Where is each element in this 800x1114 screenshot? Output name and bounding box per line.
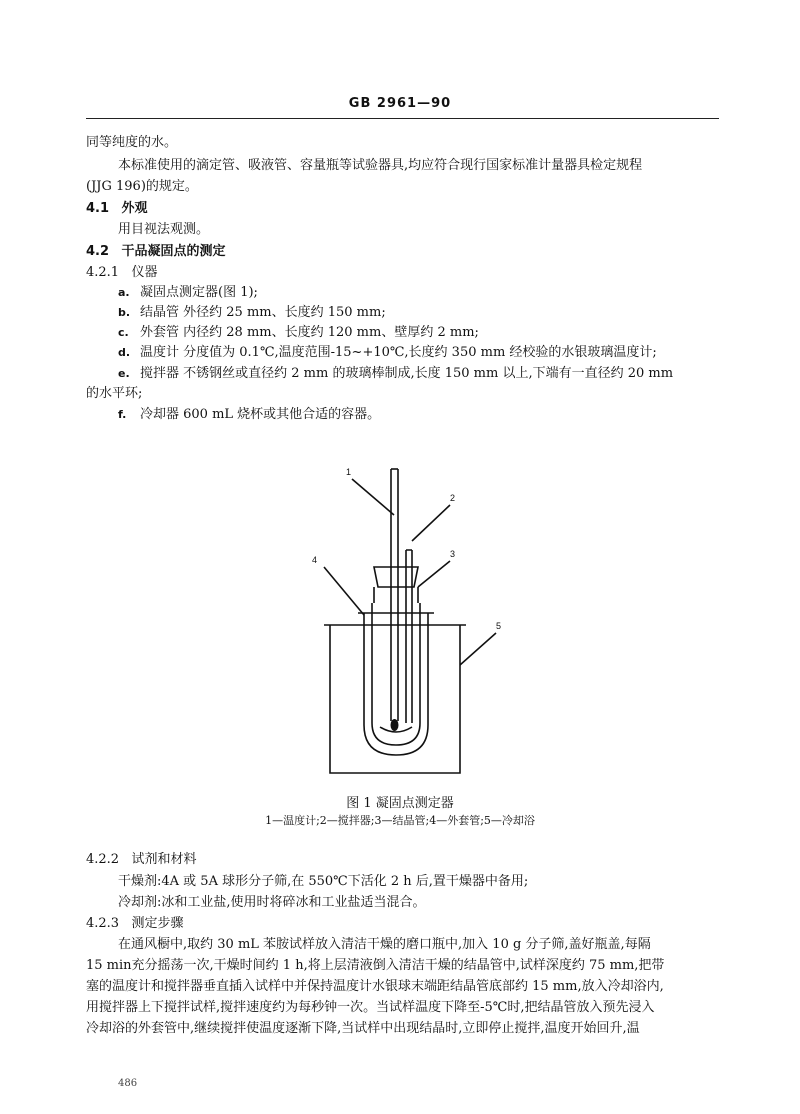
stirrer-rod [406, 550, 412, 723]
reagent-line-1: 干燥剂:4A 或 5A 球形分子筛,在 550℃下活化 2 h 后,置干燥器中备用; [118, 874, 529, 889]
page-number: 486 [118, 1078, 138, 1089]
standard-code-header: GB 2961—90 [348, 96, 452, 111]
section-number: 4.2.3 [86, 916, 120, 931]
list-item [118, 364, 673, 384]
list-item-text: 凝固点测定器(图 1); [140, 285, 258, 300]
paragraph-equipment-cont: (JJG 196)的规定。 [86, 179, 198, 194]
list-item-label: b. [118, 306, 131, 319]
list-item-label: f. [118, 408, 127, 421]
figure-caption: 图 1 凝固点测定器 [346, 796, 454, 811]
section-title: 干品凝固点的测定 [121, 244, 226, 259]
section-4-2-1-heading [86, 263, 158, 283]
section-4-2-heading [86, 242, 225, 262]
freezing-point-apparatus-figure [300, 455, 510, 785]
list-item-label: d. [118, 346, 131, 359]
section-number: 4.2.1 [86, 265, 120, 280]
procedure-line: 在通风橱中,取约 30 mL 苯胺试样放入清洁干燥的磨口瓶中,加入 10 g 分子筛,盖好瓶盖,每隔 [118, 937, 651, 952]
list-item-text: 结晶管 外径约 25 mm、长度约 150 mm; [140, 305, 386, 320]
callout-2: 2 [450, 493, 456, 503]
list-item [118, 283, 258, 303]
callout-4: 4 [312, 555, 318, 565]
section-title: 外观 [121, 201, 148, 216]
reagent-line-2: 冷却剂:冰和工业盐,使用时将碎冰和工业盐适当混合。 [118, 895, 426, 910]
list-item-label: a. [118, 286, 130, 299]
section-4-1-heading [86, 199, 147, 219]
section-number: 4.2 [86, 244, 110, 259]
list-item-text: 温度计 分度值为 0.1℃,温度范围-15~+10℃,长度约 350 mm 经校验的水银玻璃温度计; [140, 345, 657, 360]
list-item [118, 343, 657, 363]
procedure-line: 塞的温度计和搅拌器垂直插入试样中并保持温度计水银球末端距结晶管底部约 15 mm,放入冷却浴内, [86, 979, 664, 994]
section-title: 试剂和材料 [131, 852, 197, 867]
section-title: 测定步骤 [131, 916, 184, 931]
section-4-2-2-heading [86, 850, 197, 870]
procedure-line: 冷却浴的外套管中,继续搅拌使温度逐渐下降,当试样中出现结晶时,立即停止搅拌,温度开始回升,温 [86, 1021, 640, 1036]
list-item-text: 搅拌器 不锈钢丝或直径约 2 mm 的玻璃棒制成,长度 150 mm 以上,下端有一直径约 20 mm [140, 366, 674, 381]
callout-1: 1 [346, 467, 352, 477]
list-item-label: e. [118, 367, 130, 380]
callout-3: 3 [450, 549, 456, 559]
list-item-continuation: 的水平环; [86, 386, 143, 401]
paragraph-water: 同等纯度的水。 [86, 135, 178, 150]
list-item-text: 冷却器 600 mL 烧杯或其他合适的容器。 [140, 407, 381, 422]
list-item [118, 323, 479, 343]
header-rule [86, 118, 719, 119]
figure-legend: 1—温度计;2—搅拌器;3—结晶管;4—外套管;5—冷却浴 [265, 814, 535, 827]
thermometer-bulb [391, 719, 399, 731]
paragraph-equipment: 本标准使用的滴定管、吸液管、容量瓶等试验器具,均应符合现行国家标准计量器具检定规程 [118, 158, 643, 173]
section-number: 4.1 [86, 201, 110, 216]
list-item-text: 外套管 内径约 28 mm、长度约 120 mm、壁厚约 2 mm; [140, 325, 479, 340]
section-4-2-3-heading [86, 914, 184, 934]
section-number: 4.2.2 [86, 852, 120, 867]
list-item [118, 405, 380, 425]
procedure-line: 用搅拌器上下搅拌试样,搅拌速度约为每秒钟一次。当试样温度下降至-5℃时,把结晶管放入预先浸入 [86, 1000, 655, 1015]
cooling-bath-outline [330, 625, 460, 773]
section-title: 仪器 [131, 265, 158, 280]
procedure-line: 15 min充分摇荡一次,干燥时间约 1 h,将上层清液倒入清洁干燥的结晶管中,试样深度约 75 mm,把带 [86, 958, 665, 973]
callout-5: 5 [496, 621, 502, 631]
list-item-label: c. [118, 326, 129, 339]
list-item [118, 303, 386, 323]
section-4-1-text: 用目视法观测。 [118, 222, 210, 237]
